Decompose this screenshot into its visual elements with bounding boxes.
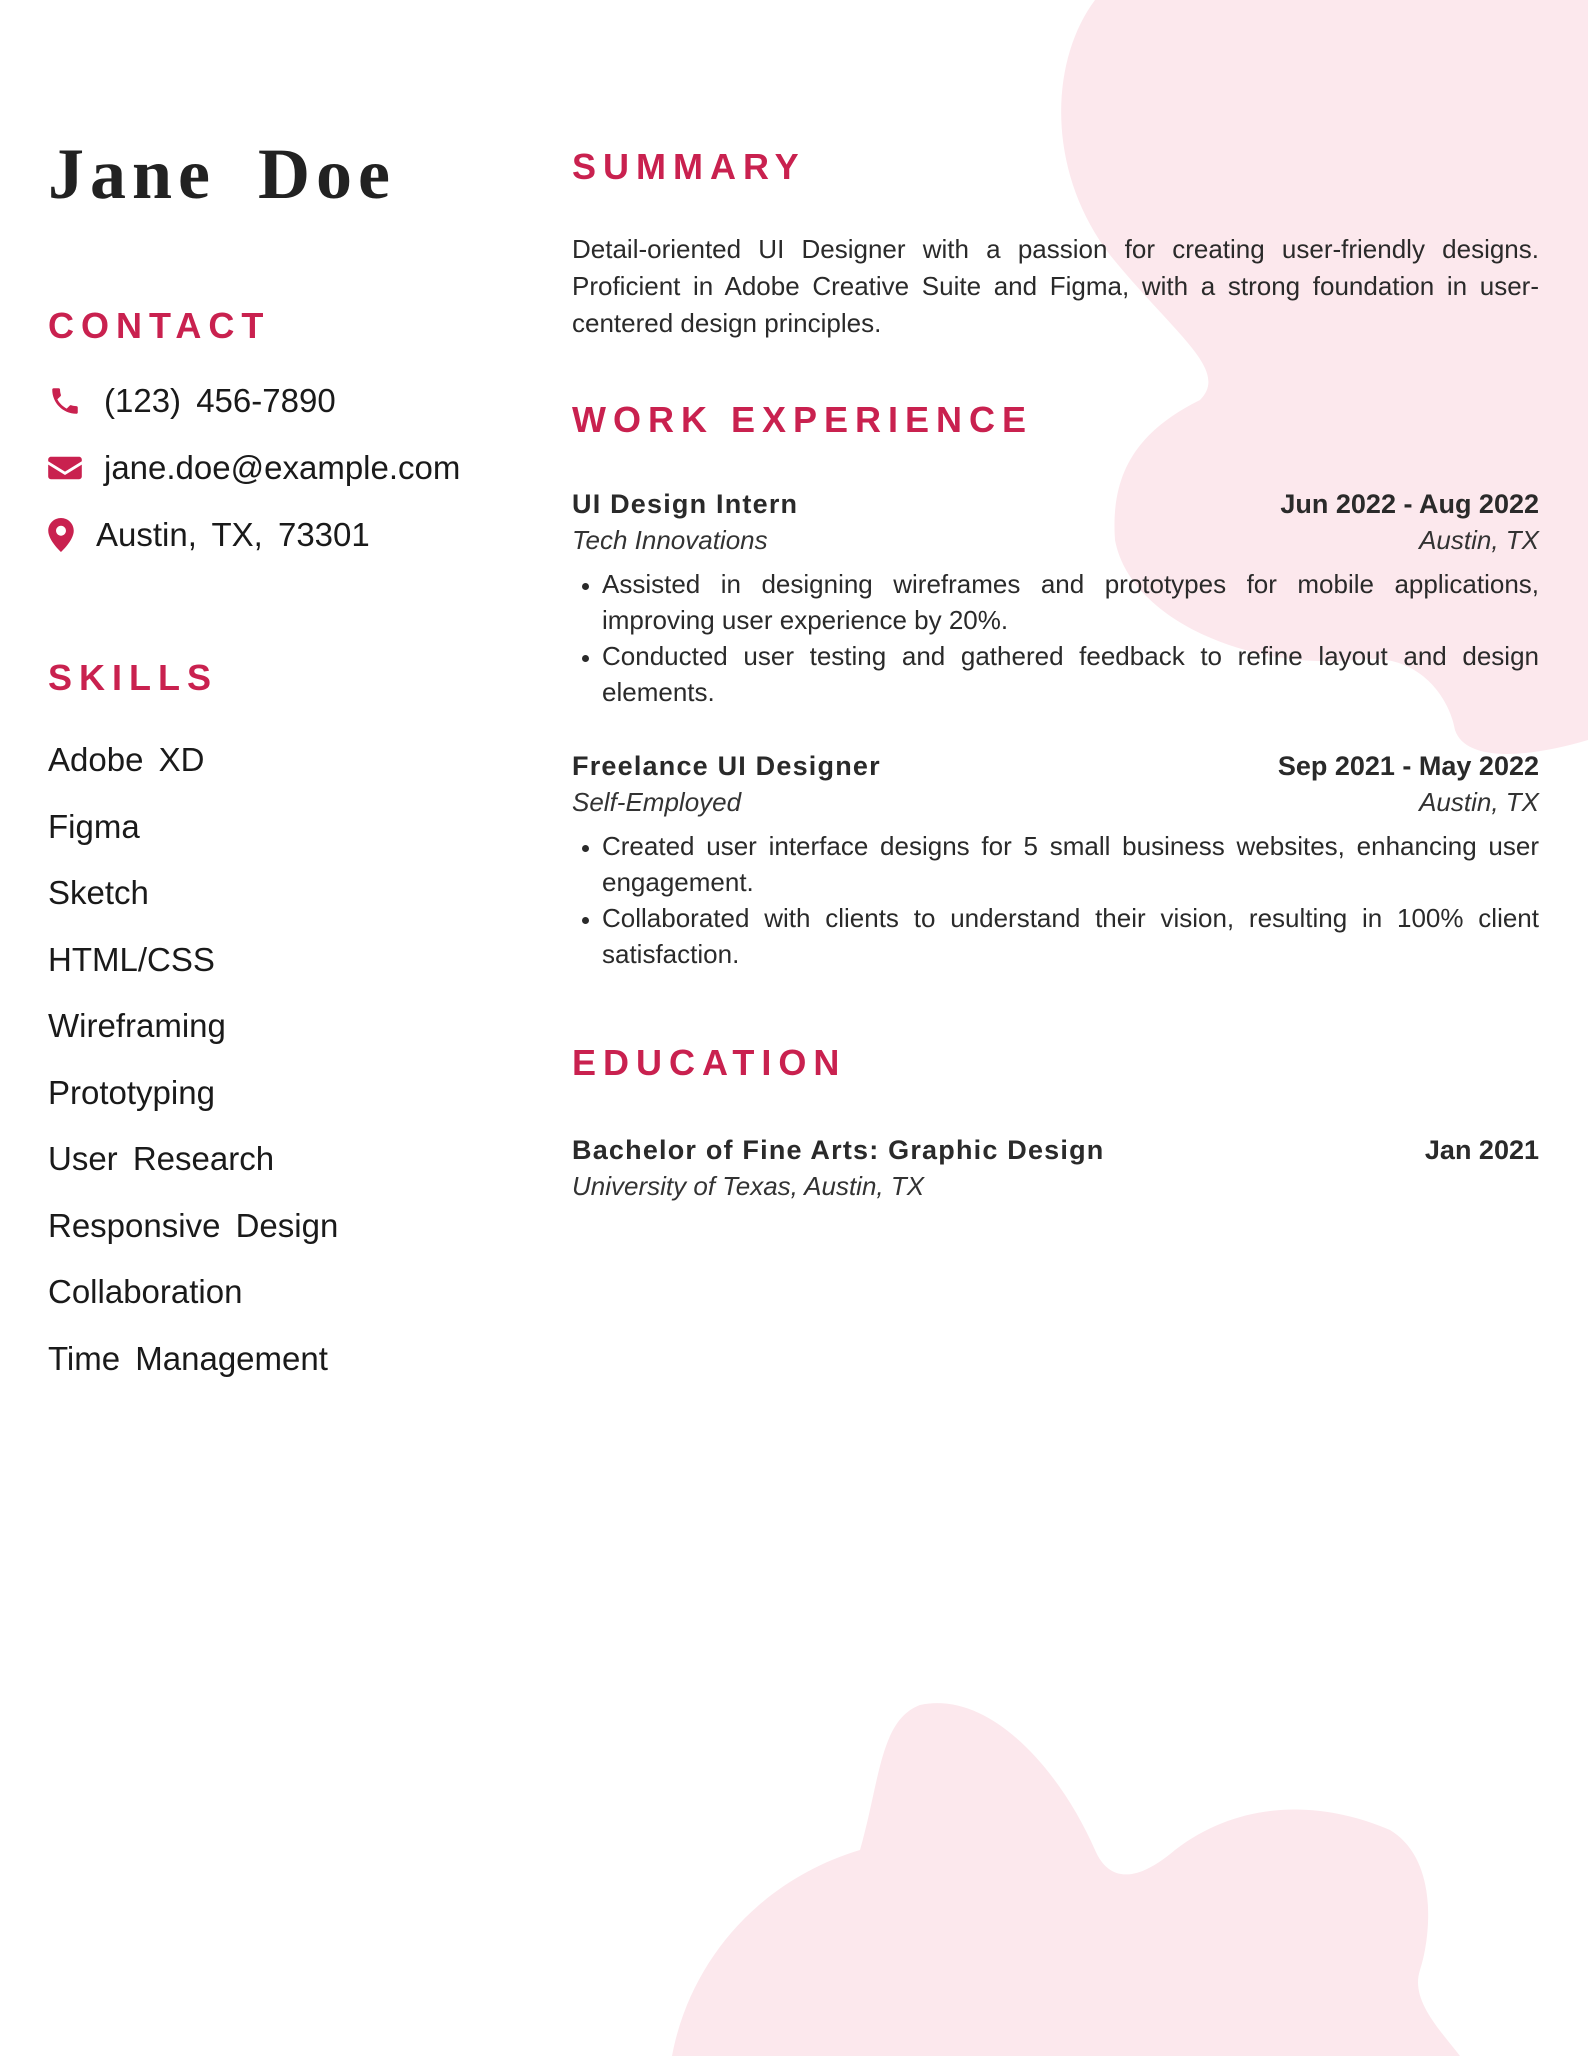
skill-item: Adobe XD (48, 741, 205, 778)
skills-heading: SKILLS (48, 657, 219, 698)
candidate-name: Jane Doe (48, 134, 396, 214)
job-header-row (572, 748, 1539, 784)
summary-heading: SUMMARY (572, 146, 806, 187)
skill-item: Collaboration (48, 1273, 243, 1310)
job-dates: Jun 2022 - Aug 2022 (1280, 489, 1539, 519)
job-subheader-row (572, 522, 1539, 558)
contact-list (48, 384, 460, 585)
education-header-row (572, 1132, 1539, 1168)
job-bullet: • Collaborated with clients to understand their vision, resulting in 100% client satisfaction. (602, 900, 1539, 972)
phone-icon (48, 384, 104, 418)
skill-item: Time Management (48, 1339, 328, 1377)
school-name: University of Texas, Austin, TX (572, 1171, 925, 1201)
location-text: Austin, TX, 73301 (96, 516, 370, 553)
education-date: Jan 2021 (1424, 1135, 1539, 1165)
education-heading: EDUCATION (572, 1042, 847, 1083)
contact-phone (48, 384, 460, 418)
envelope-icon (48, 451, 104, 485)
job-entry (572, 486, 1539, 710)
contact-heading: CONTACT (48, 305, 271, 346)
job-bullets (572, 566, 1539, 710)
job-header-row (572, 486, 1539, 522)
job-bullet: • Conducted user testing and gathered feedback to refine layout and design elements. (602, 638, 1539, 710)
skill-item: Figma (48, 807, 140, 845)
degree-title: Bachelor of Fine Arts: Graphic Design (572, 1135, 1105, 1165)
job-company: Self-Employed (572, 787, 742, 817)
skills-list (48, 740, 338, 1405)
contact-location (48, 518, 460, 552)
summary-text: Detail-oriented UI Designer with a passion for creating user-friendly designs. Proficient in Adobe Creative Suite and Figma, with a strong foundation in user-centered design principles. (572, 234, 1539, 338)
email-address[interactable]: jane.doe@example.com (104, 449, 461, 486)
job-title: UI Design Intern (572, 489, 799, 519)
job-title: Freelance UI Designer (572, 751, 881, 781)
skill-item: Responsive Design (48, 1206, 339, 1244)
education-subheader-row (572, 1168, 1539, 1204)
job-dates: Sep 2021 - May 2022 (1277, 751, 1539, 781)
phone-number[interactable]: (123) 456-7890 (104, 382, 336, 419)
contact-email (48, 451, 460, 485)
map-pin-icon (48, 518, 96, 552)
job-bullet: • Assisted in designing wireframes and prototypes for mobile applications, improving user experience by 20%. (602, 566, 1539, 638)
job-company: Tech Innovations (572, 525, 768, 555)
job-location: Austin, TX (1419, 787, 1539, 817)
job-location: Austin, TX (1419, 525, 1539, 555)
job-bullets (572, 828, 1539, 972)
job-subheader-row (572, 784, 1539, 820)
job-bullet: • Created user interface designs for 5 small business websites, enhancing user engagement. (602, 828, 1539, 900)
work-experience-heading: WORK EXPERIENCE (572, 399, 1034, 440)
education-entry (572, 1132, 1539, 1204)
skill-item: Wireframing (48, 1007, 226, 1044)
skill-item: User Research (48, 1140, 275, 1177)
job-entry (572, 748, 1539, 972)
skill-item: Prototyping (48, 1073, 215, 1111)
skill-item: Sketch (48, 874, 149, 911)
skill-item: HTML/CSS (48, 940, 215, 978)
